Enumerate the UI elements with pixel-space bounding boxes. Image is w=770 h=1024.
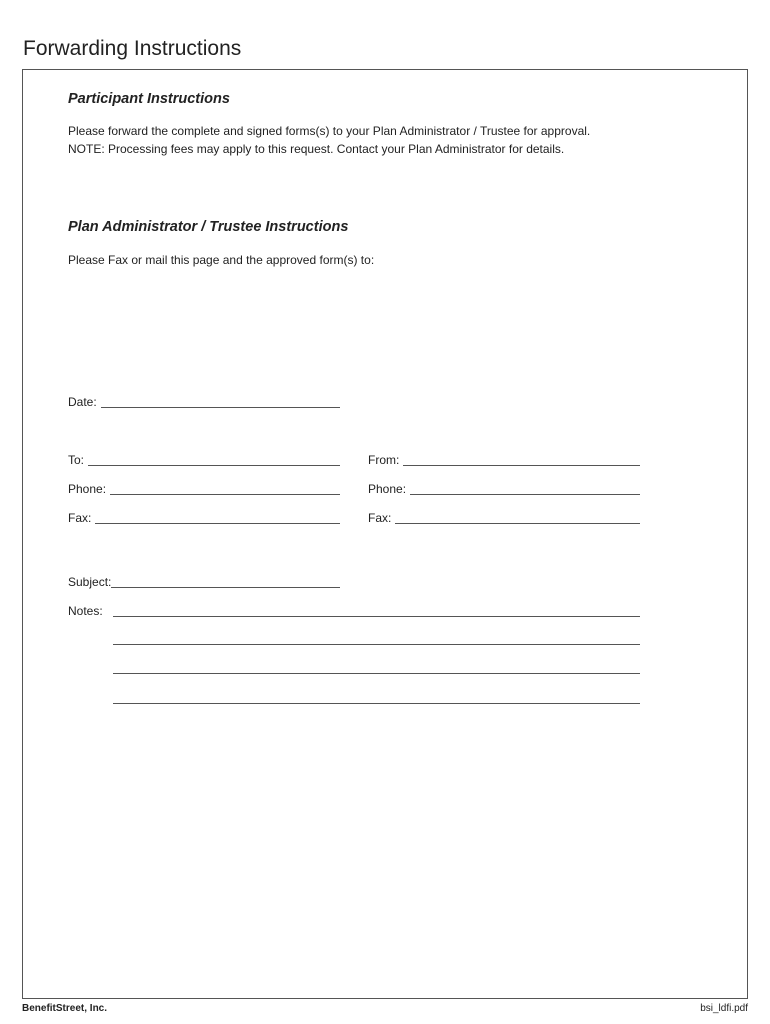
phone-left-field[interactable] [68, 480, 340, 496]
phone-right-input-line[interactable] [410, 494, 640, 495]
notes-field[interactable] [68, 602, 640, 618]
participant-line-2: NOTE: Processing fees may apply to this request. Contact your Plan Administrator for details. [68, 142, 565, 156]
phone-right-field[interactable] [368, 480, 640, 496]
subject-input-line[interactable] [111, 587, 340, 588]
participant-heading: Participant Instructions [68, 91, 230, 107]
date-field[interactable] [68, 393, 340, 409]
date-input-line[interactable] [101, 407, 340, 408]
from-label: From: [368, 453, 400, 467]
notes-input-line-3[interactable] [113, 673, 640, 674]
notes-input-line-1[interactable] [113, 616, 640, 617]
date-label: Date: [68, 395, 97, 409]
subject-label: Subject: [68, 575, 112, 589]
fax-right-input-line[interactable] [395, 523, 640, 524]
administrator-line-1: Please Fax or mail this page and the approved form(s) to: [68, 253, 375, 267]
from-field[interactable] [368, 451, 640, 467]
notes-label: Notes: [68, 604, 103, 618]
form-frame [22, 69, 748, 999]
page-title: Forwarding Instructions [23, 37, 242, 60]
fax-right-label: Fax: [368, 511, 392, 525]
fax-right-field[interactable] [368, 509, 640, 525]
notes-input-line-2[interactable] [113, 644, 640, 645]
to-input-line[interactable] [88, 465, 340, 466]
fax-left-field[interactable] [68, 509, 340, 525]
phone-left-input-line[interactable] [110, 494, 340, 495]
subject-field[interactable] [68, 573, 340, 589]
footer-company: BenefitStreet, Inc. [22, 1003, 108, 1014]
footer-filename: bsi_ldfi.pdf [700, 1003, 748, 1014]
notes-input-line-4[interactable] [113, 703, 640, 704]
fax-left-input-line[interactable] [95, 523, 340, 524]
phone-right-label: Phone: [368, 482, 407, 496]
to-label: To: [68, 453, 85, 467]
administrator-heading: Plan Administrator / Trustee Instructions [68, 219, 349, 235]
to-field[interactable] [68, 451, 340, 467]
fax-left-label: Fax: [68, 511, 92, 525]
participant-line-1: Please forward the complete and signed forms(s) to your Plan Administrator / Trustee for approval. [68, 124, 591, 138]
phone-left-label: Phone: [68, 482, 107, 496]
from-input-line[interactable] [403, 465, 640, 466]
